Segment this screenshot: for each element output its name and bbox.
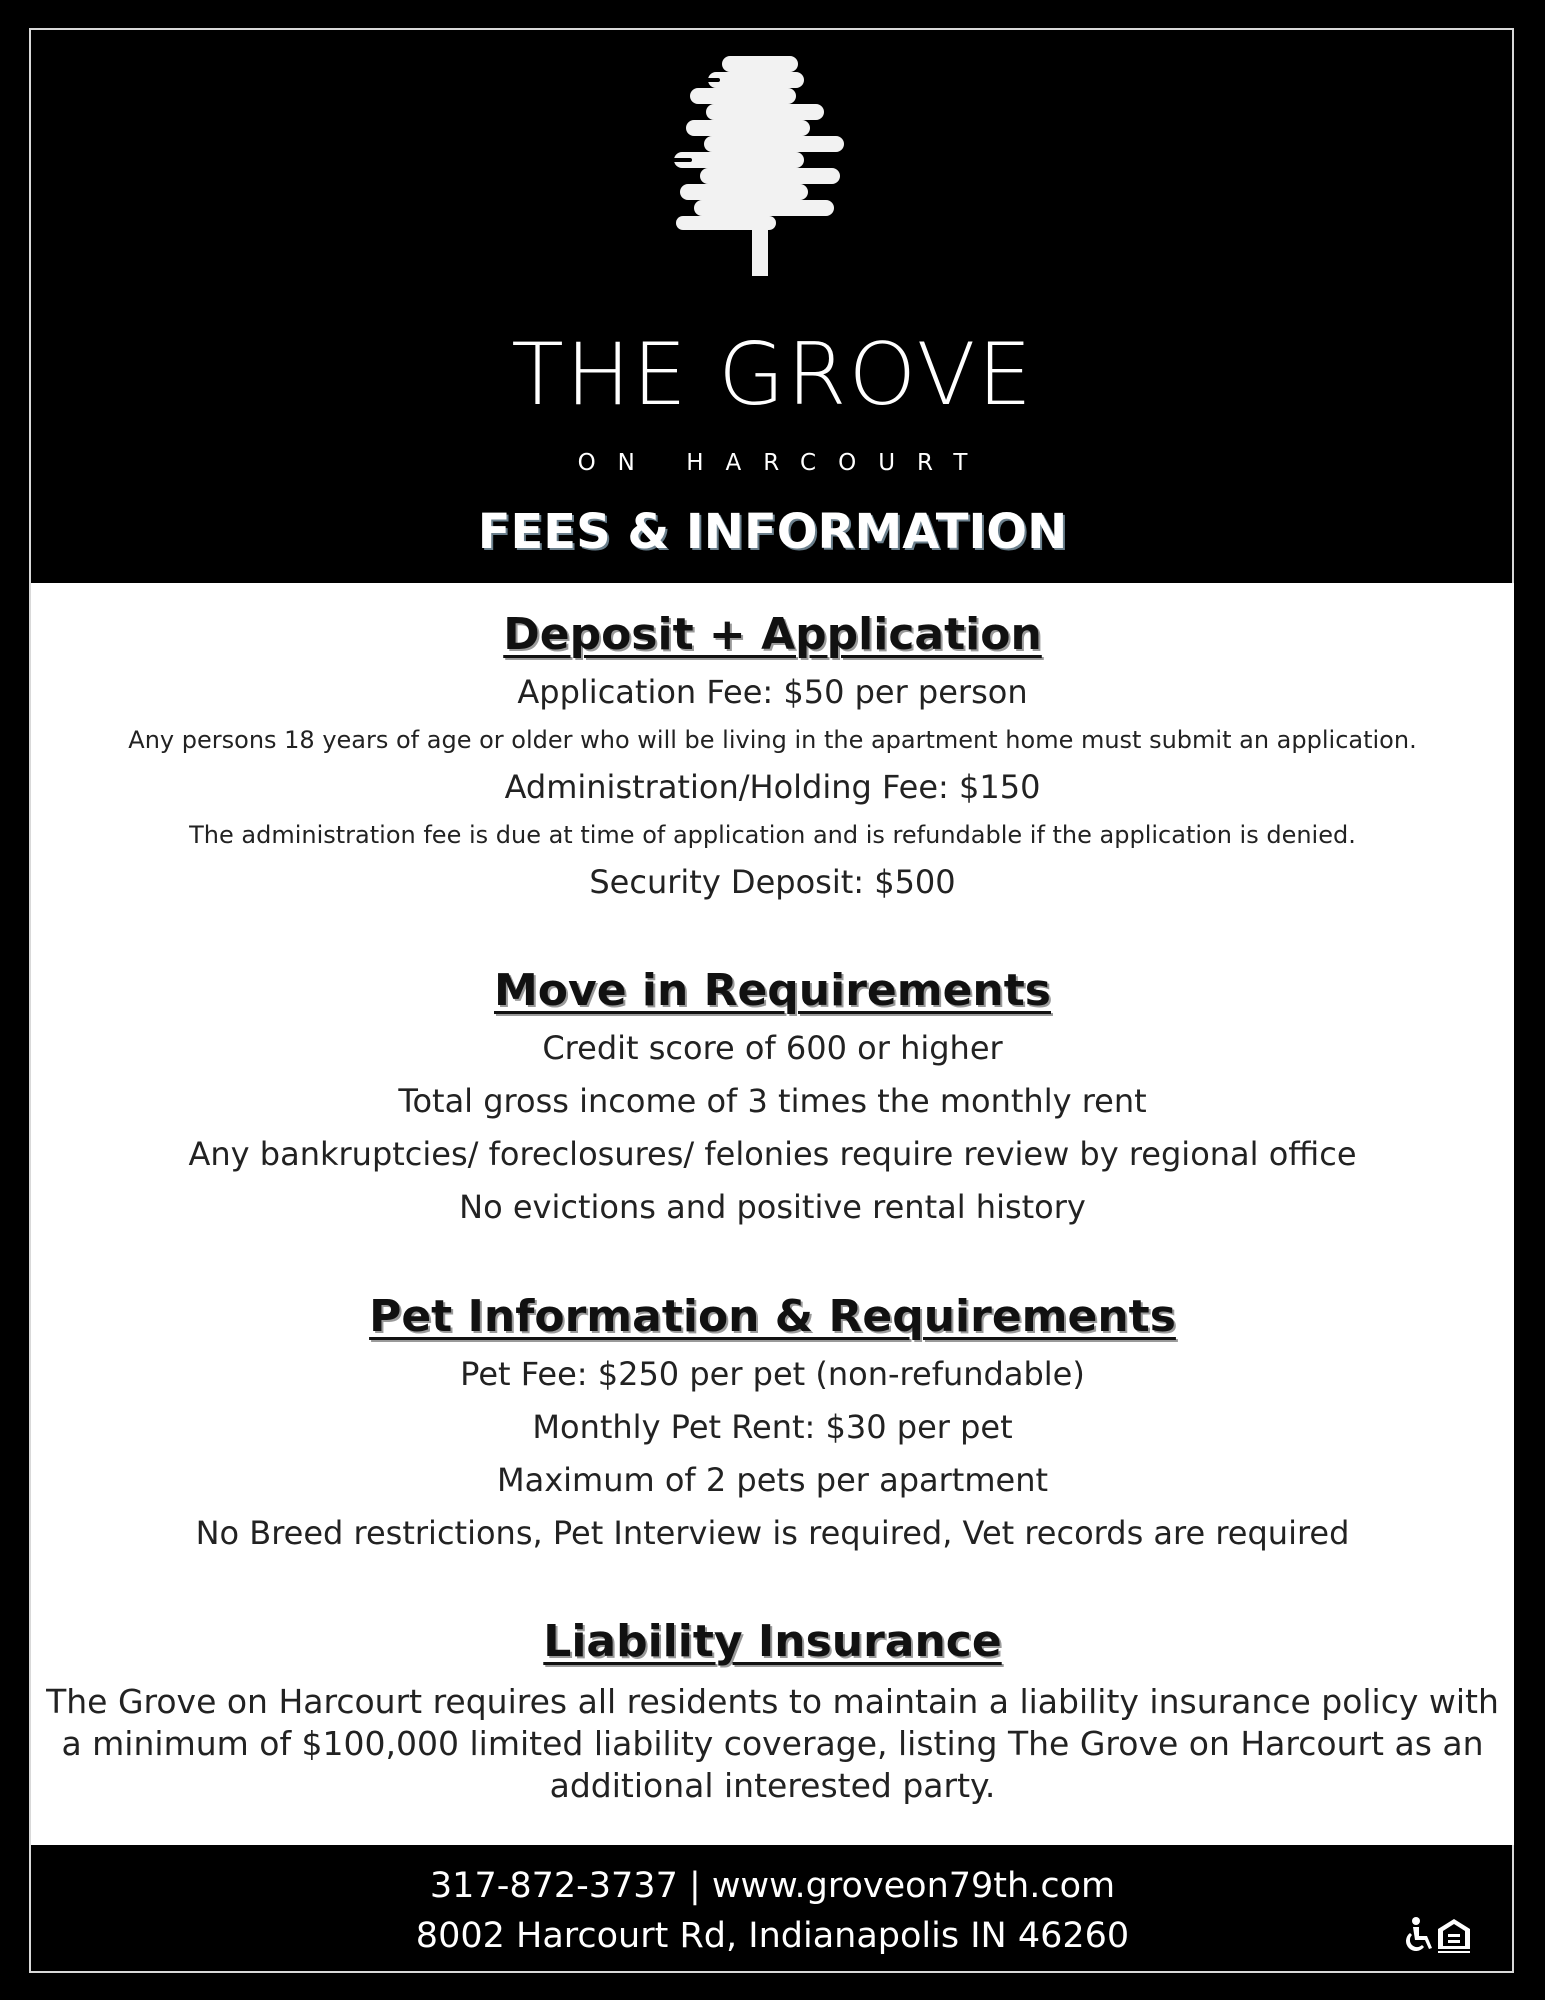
section-heading: Deposit + Application	[503, 609, 1042, 660]
content-panel	[31, 583, 1514, 1845]
deposit-section	[31, 609, 1514, 909]
footer	[0, 1845, 1545, 2000]
application-note: Any persons 18 years of age or older who will be living in the apartment home must submit an application.	[128, 725, 1417, 754]
security-deposit: Security Deposit: $500	[589, 862, 956, 901]
brand-subtitle: ON HARCOURT	[577, 450, 990, 476]
section-heading: Liability Insurance	[543, 1616, 1002, 1667]
section-heading: Pet Information & Requirements	[369, 1291, 1176, 1342]
brand-name: THE GROVE	[511, 325, 1034, 425]
section-heading: Move in Requirements	[494, 965, 1051, 1016]
footer-address: 8002 Harcourt Rd, Indianapolis IN 46260	[415, 1916, 1130, 1956]
requirement-item: No evictions and positive rental history	[459, 1187, 1086, 1226]
pet-section	[31, 1291, 1514, 1560]
pet-item: Maximum of 2 pets per apartment	[496, 1460, 1049, 1499]
move-in-section	[31, 965, 1514, 1234]
footer-contact: 317-872-3737 | www.groveon79th.com	[429, 1866, 1116, 1906]
insurance-text: The Grove on Harcourt requires all residents to maintain a liability insurance policy with a minimum of $100,000 limited liability coverage, listing The Grove on Harcourt as an additional interested party.	[46, 1681, 1499, 1805]
requirement-item: Credit score of 600 or higher	[542, 1028, 1003, 1067]
insurance-section	[31, 1616, 1514, 1807]
application-fee: Application Fee: $50 per person	[517, 672, 1028, 711]
pet-item: Monthly Pet Rent: $30 per pet	[532, 1407, 1013, 1446]
page-title: FEES & INFORMATION	[477, 504, 1068, 560]
admin-fee: Administration/Holding Fee: $150	[504, 767, 1041, 806]
pet-item: No Breed restrictions, Pet Interview is required, Vet records are required	[195, 1513, 1350, 1552]
header	[0, 0, 1545, 583]
requirement-item: Total gross income of 3 times the monthly rent	[398, 1081, 1147, 1120]
equal-housing-icon	[1402, 1915, 1472, 1957]
admin-note: The administration fee is due at time of application and is refundable if the application is denied.	[189, 820, 1356, 849]
tree-logo-icon	[660, 50, 860, 280]
requirement-item: Any bankruptcies/ foreclosures/ felonies require review by regional office	[188, 1134, 1357, 1173]
pet-item: Pet Fee: $250 per pet (non-refundable)	[460, 1354, 1085, 1393]
